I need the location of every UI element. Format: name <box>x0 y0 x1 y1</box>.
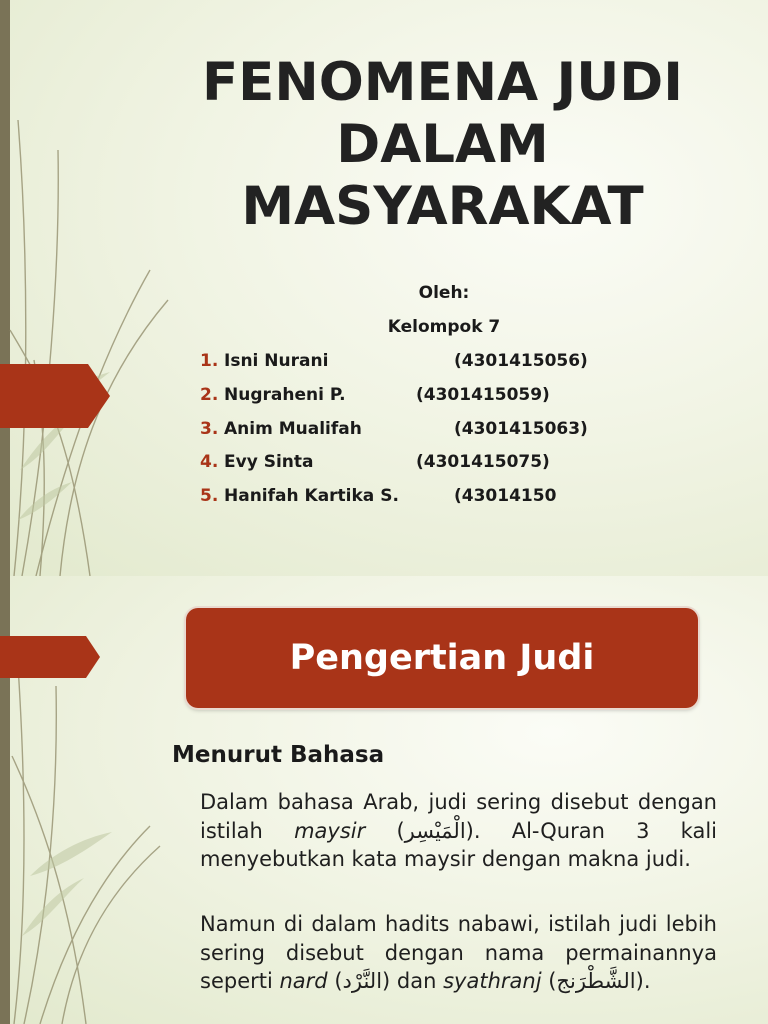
paragraph-2 <box>200 910 717 996</box>
subheading: Menurut Bahasa <box>172 742 385 768</box>
member-name: Anim Mualifah <box>224 418 362 439</box>
member-number: 4. <box>200 452 219 473</box>
arabic-term: (النَّرْد) <box>334 969 391 993</box>
member-nim: (4301415075) <box>416 452 550 473</box>
term-italic: syathranj <box>443 969 542 993</box>
paragraph-text: Dalam bahasa Arab, judi sering disebut dengan istilah <box>200 790 717 843</box>
member-number: 1. <box>200 351 219 371</box>
definition-slide <box>0 576 768 1024</box>
member-nim: (43014150 <box>454 486 557 507</box>
term-italic: nard <box>279 969 328 993</box>
member-name: Evy Sinta <box>224 452 314 473</box>
section-banner <box>186 608 698 708</box>
member-name: Isni Nurani <box>224 351 329 371</box>
group-label: Kelompok 7 <box>387 317 501 337</box>
paragraph-1 <box>200 788 717 874</box>
member-name: Hanifah Kartika S. <box>224 486 399 507</box>
paragraph-text: dan <box>390 969 444 993</box>
member-number: 3. <box>200 418 219 439</box>
arabic-term: (الْمَيْسِر) <box>396 818 474 843</box>
member-nim: (4301415056) <box>454 351 588 371</box>
member-number: 2. <box>200 384 219 405</box>
member-name: Nugraheni P. <box>224 384 346 405</box>
term-italic: maysir <box>294 818 366 843</box>
arrow-tab-shape <box>0 364 110 428</box>
member-nim: (4301415059) <box>416 384 550 405</box>
paragraph-text: . <box>643 969 651 993</box>
member-nim: (4301415063) <box>454 418 588 439</box>
paragraph-text: . Al-Quran 3 kali menyebutkan kata maysir dengan makna judi. <box>200 818 717 871</box>
section-title: Pengertian Judi <box>289 638 595 678</box>
author-label: Oleh: <box>418 283 470 303</box>
arabic-term: (الشَّطْرَنج) <box>548 969 644 993</box>
presentation-title: FENOMENA JUDI DALAM MASYARAKAT <box>201 52 684 237</box>
member-number: 5. <box>200 486 219 507</box>
paragraph-text: Namun di dalam hadits nabawi, istilah judi lebih sering disebut dengan nama permainannya seperti <box>200 912 717 993</box>
arrow-tab-shape <box>0 636 100 678</box>
